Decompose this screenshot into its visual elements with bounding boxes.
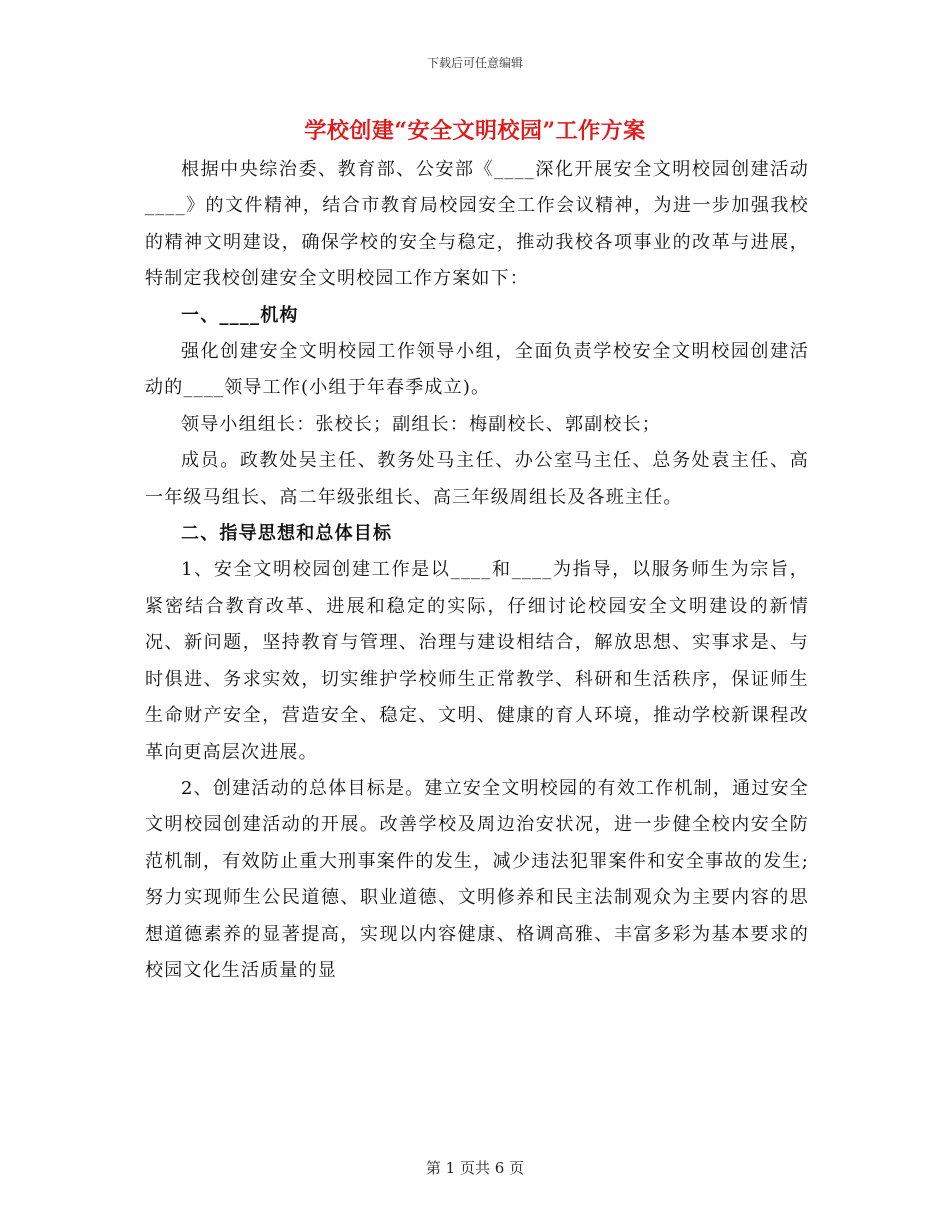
document-title: 学校创建“安全文明校园”工作方案 [304, 118, 646, 144]
page-header-note: 下载后可任意编辑 [426, 56, 523, 70]
intro-paragraph: 根据中央综治委、教育部、公安部《____深化开展安全文明校园创建活动____》的文件精神，结合市教育局校园安全工作会议精神，为进一步加强我校的精神文明建设，确保学校的安全与稳定，推动我校各项事业的改革与进展，特制定我校创建安全文明校园工作方案如下： [145, 159, 809, 290]
document-body [145, 152, 809, 989]
page-number-footer: 第 1 页共 6 页 [425, 1159, 525, 1177]
section-1-heading: 一、____机构 [181, 304, 299, 326]
section-2-heading: 二、指导思想和总体目标 [181, 523, 393, 545]
section-2-paragraph-1: 1、安全文明校园创建工作是以____和____为指导，以服务师生为宗旨，紧密结合教育改革、进展和稳定的实际，仔细讨论校园安全文明建设的新情况、新问题，坚持教育与管理、治理与建设相结合，解放思想、实事求是、与时俱进、务求实效，切实维护学校师生正常教学、科研和生活秩序，保证师生生命财产安全，营造安全、稳定、文明、健康的育人环境，推动学校新课程改革向更高层次进展。 [145, 559, 809, 763]
section-1-paragraph-1: 强化创建安全文明校园工作领导小组，全面负责学校安全文明校园创建活动的____领导工作(小组于年春季成立)。 [145, 341, 809, 399]
section-1-paragraph-3: 成员。政教处吴主任、教务处马主任、办公室马主任、总务处袁主任、高一年级马组长、高二年级张组长、高三年级周组长及各班主任。 [145, 450, 809, 508]
section-2-paragraph-2: 2、创建活动的总体目标是。建立安全文明校园的有效工作机制，通过安全文明校园创建活动的开展。改善学校及周边治安状况，进一步健全校内安全防范机制，有效防止重大刑事案件的发生，减少违法犯罪案件和安全事故的发生;努力实现师生公民道德、职业道德、文明修养和民主法制观众为主要内容的思想道德素养的显著提高，实现以内容健康、格调高雅、丰富多彩为基本要求的校园文化生活质量的显 [145, 777, 809, 981]
section-1-paragraph-2: 领导小组组长：张校长；副组长：梅副校长、郭副校长； [181, 413, 661, 435]
